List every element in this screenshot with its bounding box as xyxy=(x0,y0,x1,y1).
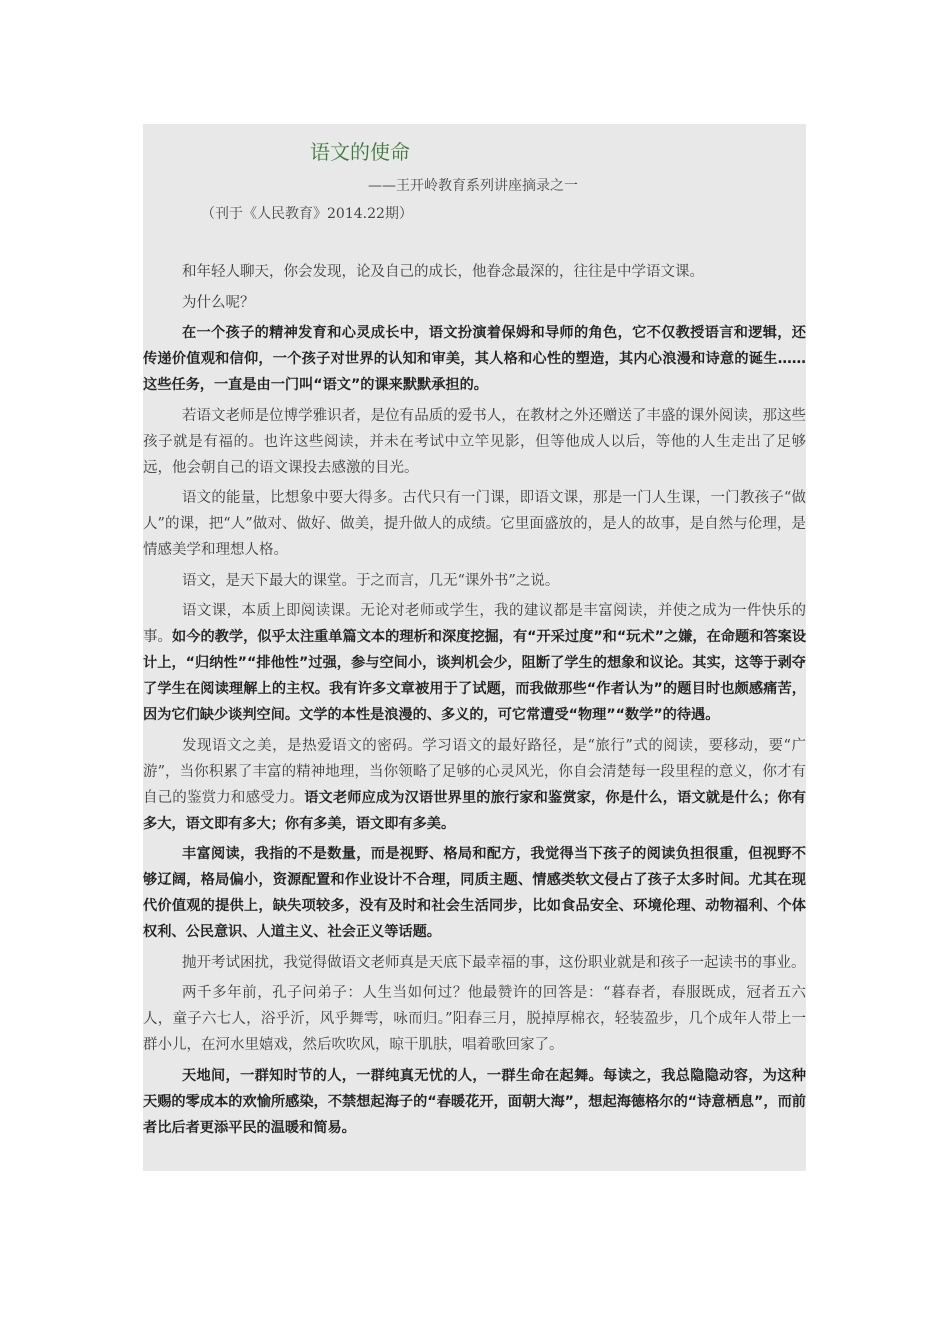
body-paragraph xyxy=(143,259,806,285)
paragraph-text: 两千多年前，孔子问弟子：人生当如何过？他最赞许的回答是：“暮春者，春服既成，冠者五六人，童子六七人，浴乎沂，风乎舞雩，咏而归。”阳春三月，脱掉厚棉衣，轻装盈步，几个成年人带上一群小儿，在河水里嬉戏，然后吹吹风，晾干肌肤，唱着歌回家了。 xyxy=(143,985,806,1053)
body-paragraph xyxy=(143,980,806,1058)
emphasized-text: 在一个孩子的精神发育和心灵成长中，语文扮演着保姆和导师的角色，它不仅教授语言和逻辑，还传递价值观和信仰，一个孩子对世界的认知和审美，其人格和心性的塑造，其内心浪漫和诗意的诞生……这些任务，一直是由一门叫“语文”的课来默默承担的。 xyxy=(143,325,806,393)
body-paragraph xyxy=(143,950,806,976)
body-paragraph xyxy=(143,1063,806,1141)
paragraph-text: 语文，是天下最大的课堂。于之而言，几无“课外书”之说。 xyxy=(182,572,560,589)
paragraph-text: 若语文老师是位博学雅识者，是位有品质的爱书人，在教材之外还赠送了丰盛的课外阅读，那这些孩子就是有福的。也许这些阅读，并未在考试中立竿见影，但等他成人以后，等他的人生走出了足够远，他会朝自己的语文课投去感激的目光。 xyxy=(143,407,806,476)
body-paragraph xyxy=(143,841,806,945)
article-subtitle: ——王开岭教育系列讲座摘录之一 xyxy=(368,178,578,194)
body-paragraph xyxy=(143,733,806,837)
emphasized-text: 语文老师应成为汉语世界里的旅行家和鉴赏家，你是什么，语文就是什么；你有多大，语文即有多大；你有多美，语文即有多美。 xyxy=(143,789,806,832)
body-paragraph xyxy=(143,320,806,398)
document-page xyxy=(143,124,806,1171)
paragraph-text: 发现语文之美，是热爱语文的密码。学习语文的最好路径，是“旅行”式的阅读，要移动，要“广游”，当你积累了丰富的精神地理，当你领略了足够的心灵风光，你自会清楚每一段里程的意义，你才有自己的鉴赏力和感受力。 xyxy=(143,737,806,806)
emphasized-text: 天地间，一群知时节的人，一群纯真无忧的人，一群生命在起舞。每读之，我总隐隐动容，为这种天赐的零成本的欢愉所感染，不禁想起海子的“春暖花开，面朝大海”，想起海德格尔的“诗意栖息”，而前者比后者更添平民的温暖和简易。 xyxy=(143,1067,806,1136)
paragraph-text: 语文的能量，比想象中要大得多。古代只有一门课，即语文课，那是一门人生课，一门教孩子“做人”的课，把“人”做对、做好、做美，提升做人的成绩。它里面盛放的，是人的故事，是自然与伦理，是情感美学和理想人格。 xyxy=(143,490,806,558)
paragraph-text: 语文课，本质上即阅读课。无论对老师或学生，我的建议都是丰富阅读，并使之成为一件快乐的事。 xyxy=(143,603,806,645)
body-paragraph xyxy=(143,485,806,563)
publication-note: （刊于《人民教育》2014.22期） xyxy=(201,206,413,222)
article-body xyxy=(143,259,806,1145)
paragraph-text: 为什么呢？ xyxy=(182,294,255,311)
body-paragraph xyxy=(143,290,806,316)
emphasized-text: 丰富阅读，我指的不是数量，而是视野、格局和配方，我觉得当下孩子的阅读负担很重，但视野不够辽阔，格局偏小，资源配置和作业设计不合理，同质主题、情感类软文侵占了孩子太多时间。尤其在现代价值观的提供上，缺失项较多，没有及时和社会生活同步，比如食品安全、环境伦理、动物福利、个体权利、公民意识、人道主义、社会正义等话题。 xyxy=(143,846,806,940)
paragraph-text: 和年轻人聊天，你会发现，论及自己的成长，他眷念最深的，往往是中学语文课。 xyxy=(182,264,704,280)
body-paragraph xyxy=(143,598,806,728)
body-paragraph xyxy=(143,403,806,481)
paragraph-text: 抛开考试困扰，我觉得做语文老师真是天底下最幸福的事，这份职业就是和孩子一起读书的事业。 xyxy=(182,954,806,971)
emphasized-text: 如今的教学，似乎太注重单篇文本的理析和深度挖掘，有“开采过度”和“玩术”之嫌，在命题和答案设计上，“归纳性”“排他性”过强，参与空间小，谈判机会少，阻断了学生的想象和议论。其实，这等于剥夺了学生在阅读理解上的主权。我有许多文章被用于了试题，而我做那些“作者认为”的题目时也颇感痛苦，因为它们缺少谈判空间。文学的本性是浪漫的、多义的，可它常遭受“物理”“数学”的待遇。 xyxy=(143,629,807,723)
body-paragraph xyxy=(143,568,806,594)
article-title: 语文的使命 xyxy=(310,140,410,164)
